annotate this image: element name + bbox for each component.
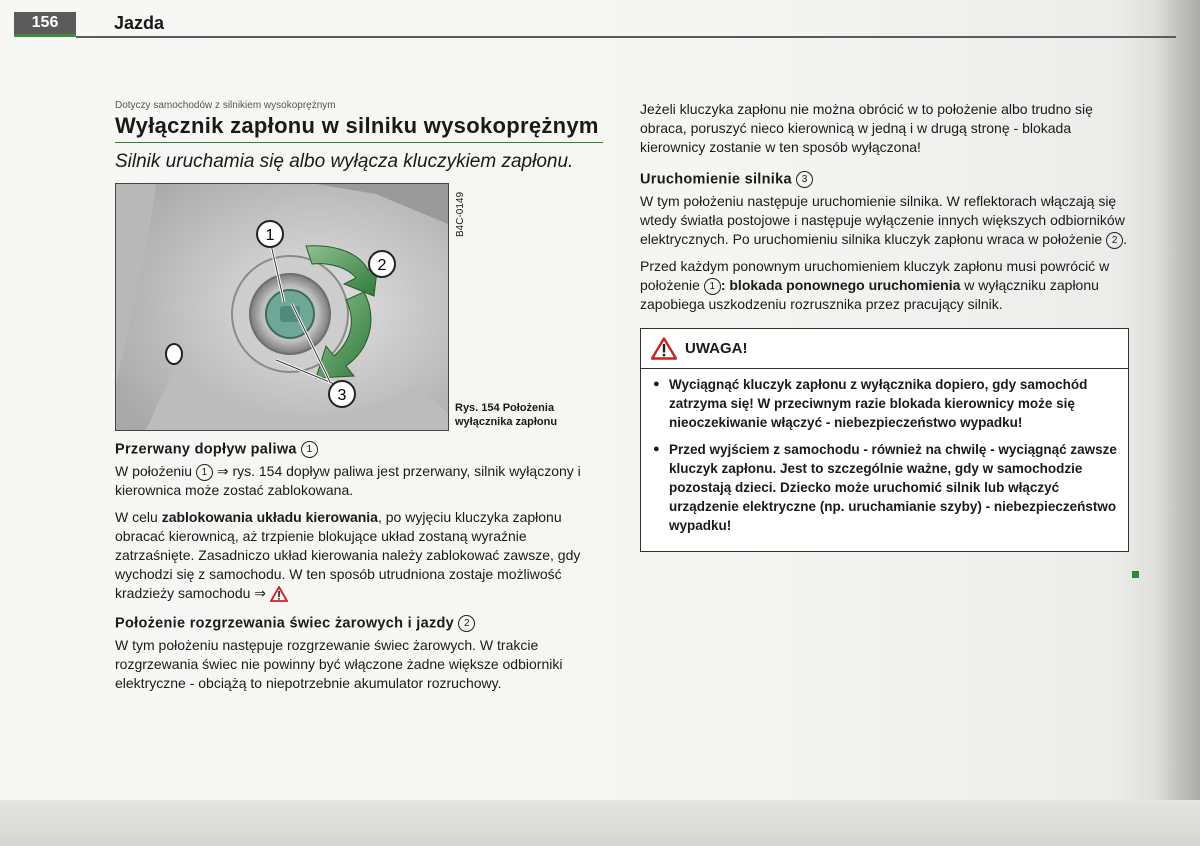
warning-triangle-icon	[270, 586, 288, 602]
position-badge: 1	[704, 278, 721, 295]
paragraph-restart-lock	[640, 257, 1128, 314]
ignition-switch-drawing	[116, 184, 448, 430]
left-column	[115, 100, 603, 701]
page-number-accent	[14, 34, 76, 37]
position-badge: 2	[1106, 232, 1123, 249]
text-span: W położeniu	[115, 463, 193, 479]
paragraph-key-turn: Jeżeli kluczyka zapłonu nie można obrócić w to położenie albo trudno się obraca, poruszyć nieco kierownicą w jedną i w drugą stronę - blokada kierownicy zostanie w ten sposób wyłączona!	[640, 101, 1093, 155]
breadcrumb: Dotyczy samochodów z silnikiem wysokoprężnym	[115, 100, 336, 111]
position-marker-1	[257, 221, 283, 247]
warning-header	[641, 329, 1128, 369]
lead-text: Silnik uruchamia się albo wyłącza kluczykiem zapłonu.	[115, 151, 574, 172]
text-span: , po wyjęciu kluczyka zapłonu obracać kierownicą, aż trzpienie blokujące układ zostaną wyraźnie zatrzaśnięte. Zasadniczo układ kierowania należy zablokować zawsze, gdy wychodzi się z samochodu. W ten sposób utrudniona zostaje możliwość kradzieży samochodu ⇒	[115, 509, 581, 601]
section-title: Wyłącznik zapłonu w silniku wysokoprężnym	[115, 113, 603, 143]
paragraph-fuel-cut	[115, 462, 603, 500]
svg-text:2: 2	[377, 257, 387, 274]
text-span: W celu	[115, 509, 158, 525]
paragraph-steering-lock	[115, 508, 603, 603]
position-marker-2	[369, 251, 395, 277]
bold-text: : blokada ponownego uruchomienia	[720, 277, 961, 293]
figure-caption	[455, 401, 605, 429]
position-badge: 1	[301, 441, 318, 458]
bold-text: zablokowania układu kierowania	[161, 509, 378, 525]
position-badge: 2	[458, 615, 475, 632]
text-span: w wyłączniku zapłonu zapobiega uszkodzeniu rozrusznika przez pracujący silnik.	[640, 277, 1099, 312]
text-span: Przed każdym ponownym uruchomieniem kluczyk zapłonu musi powrócić w położenie	[640, 258, 1110, 293]
warning-title: UWAGA!	[685, 340, 748, 357]
warning-triangle-icon	[651, 337, 677, 360]
svg-text:3: 3	[337, 387, 347, 404]
text-span: W tym położeniu następuje uruchomienie silnika. W reflektorach włączają się wtedy światła postojowe i następuje wyłączenie innych większych odbiorników elektrycznych. Po uruchomieniu silnika kluczyk zapłonu wraca w położenie	[640, 193, 1125, 247]
book-spine-shadow	[1155, 0, 1200, 846]
subsection-title-engine-start	[640, 171, 1128, 188]
warning-item: ● Wyciągnąć kluczyk zapłonu z wyłącznika dopiero, gdy samochód zatrzyma się! W przeciwnym razie blokada kierownicy może się nieoczekiwanie włączyć - niebezpieczeństwo wypadku!	[653, 375, 1118, 432]
warning-item: ● Przed wyjściem z samochodu - również na chwilę - wyciągnąć zawsze kluczyk zapłonu. Jest to szczególnie ważne, gdy w samochodzie pozostają dzieci. Dziecko może uruchomić silnik lub włączyć urządzenie elektryczne (np. uruchamianie szyby) - niebezpieczeństwo wypadku!	[653, 440, 1118, 535]
subsection-title-text: Położenie rozgrzewania świec żarowych i jazdy	[115, 615, 455, 632]
section-end-marker	[1132, 571, 1139, 578]
right-column	[640, 100, 1128, 552]
footer-bar	[0, 800, 1200, 846]
figure-block	[115, 183, 603, 429]
paragraph-engine-start	[640, 192, 1128, 249]
figure-caption-text: Położenia wyłącznika zapłonu	[455, 402, 558, 428]
position-marker-3	[329, 381, 355, 407]
subsection-title-glow-plugs	[115, 615, 603, 632]
text-span: ⇒ rys. 154 dopływ paliwa jest przerwany, silnik wyłączony i kierownica może zostać zablokowana.	[115, 463, 581, 498]
figure-caption-number: Rys. 154	[455, 402, 500, 414]
subsection-title-text: Uruchomienie silnika	[640, 171, 792, 188]
page-number: 156	[14, 12, 76, 34]
position-badge: 1	[196, 464, 213, 481]
subsection-title-fuel-cut	[115, 441, 603, 458]
paragraph-glow-plugs: W tym położeniu następuje rozgrzewanie świec żarowych. W trakcie rozgrzewania świec nie powinny być włączone żadne większe odbiorniki elektryczne - obciążą to niepotrzebnie akumulator rozruchowy.	[115, 637, 563, 691]
text-span: .	[1123, 231, 1127, 247]
header-rule	[76, 36, 1176, 38]
subsection-title-text: Przerwany dopływ paliwa	[115, 441, 297, 458]
ignition-switch-illustration	[115, 183, 449, 431]
warning-body	[641, 369, 1128, 551]
chapter-title: Jazda	[114, 13, 165, 33]
figure-id: B4C-0149	[455, 191, 466, 237]
position-badge: 3	[796, 171, 813, 188]
warning-box	[640, 328, 1129, 552]
svg-text:1: 1	[265, 227, 275, 244]
